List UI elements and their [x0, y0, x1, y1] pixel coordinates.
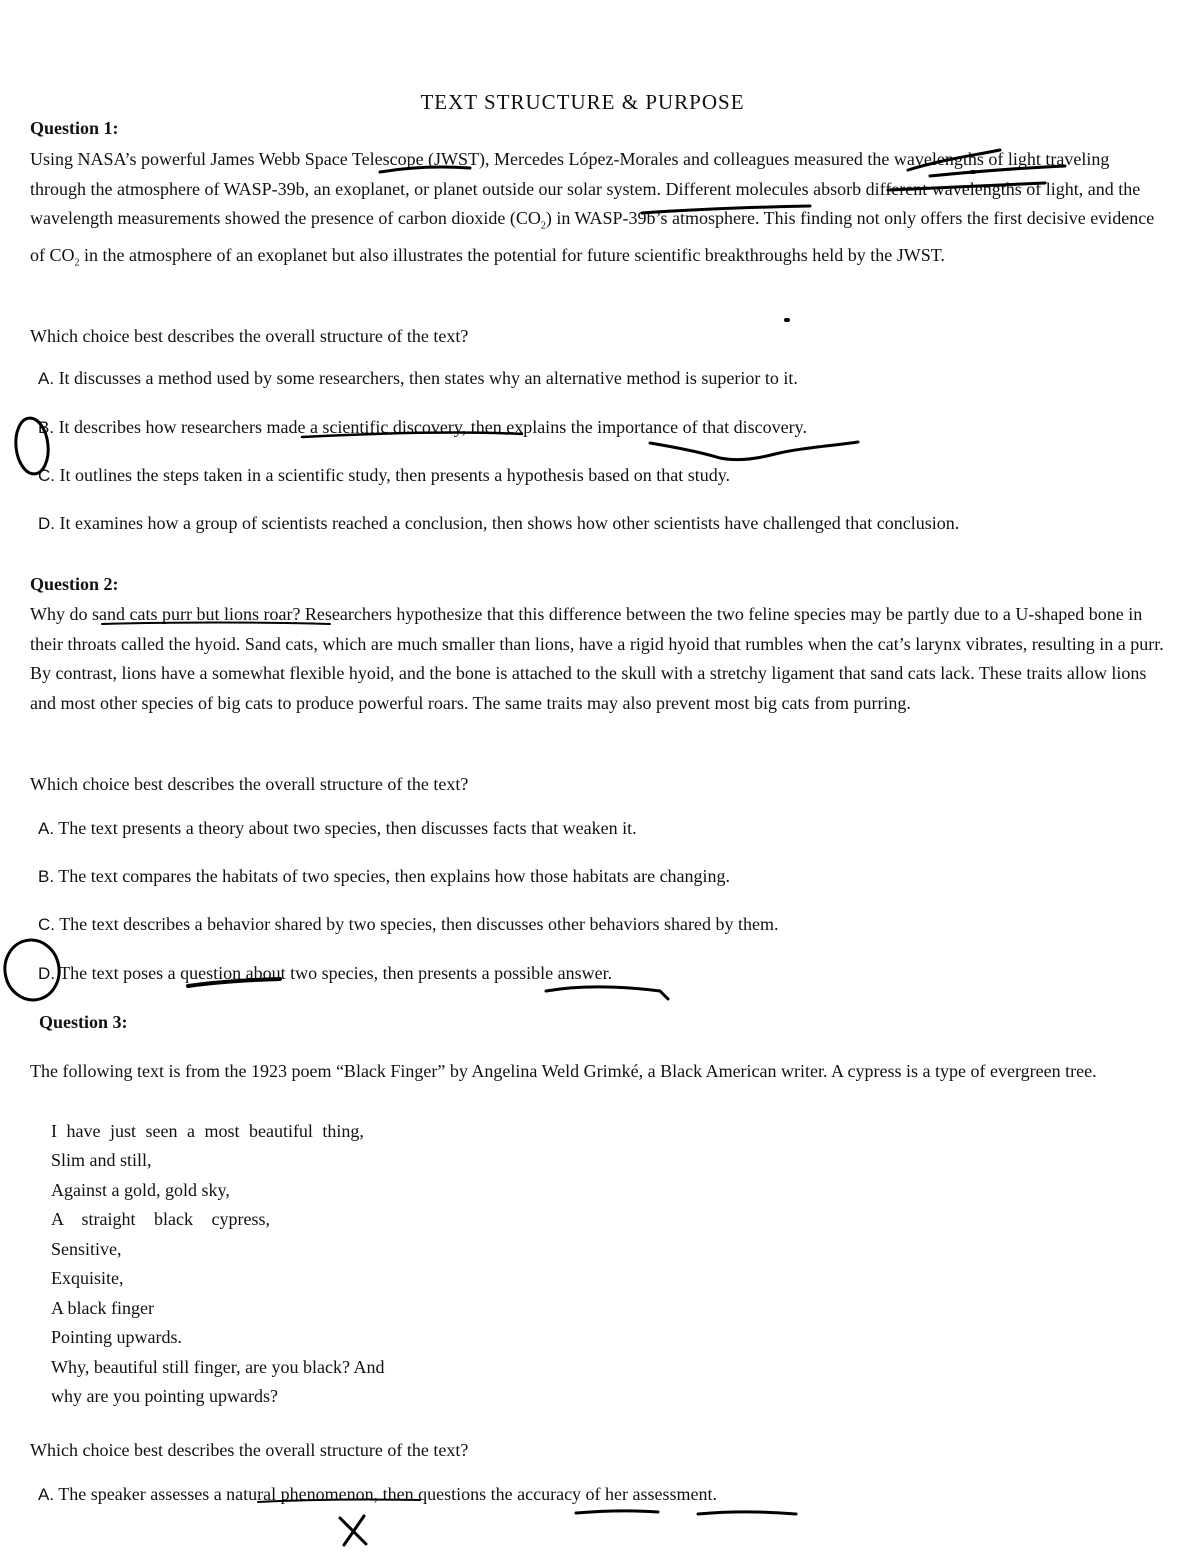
q1-option-c[interactable]: [38, 465, 730, 486]
question-3-passage: The following text is from the 1923 poem “Black Finger” by Angelina Weld Grimké, a Black American writer. A cypress is a type of evergreen tree.: [30, 1061, 1097, 1081]
poem-line: A black finger: [51, 1298, 154, 1318]
q2-option-b[interactable]: [38, 866, 730, 887]
question-2-passage: Why do sand cats purr but lions roar? Researchers hypothesize that this difference between the two feline species may be partly due to a U-shaped bone in their throats called the hyoid. Sand cats, which are much smaller than lions, have a rigid hyoid that rumbles when the cat’s larynx vibrates, resulting in a purr. By contrast, lions have a somewhat flexible hyoid, and the bone is attached to the skull with a stretchy ligament that sand cats lack. These traits allow lions and most other species of big cats to produce powerful roars. The same traits may also prevent most big cats from purring.: [30, 604, 1164, 713]
poem-line: Why, beautiful still finger, are you black? And: [51, 1357, 385, 1377]
q2-option-d[interactable]: [38, 963, 612, 984]
q1-option-a[interactable]: [38, 368, 798, 389]
q2-option-a[interactable]: [38, 818, 637, 839]
q2-option-c-letter: C.: [38, 915, 55, 934]
ink-underline: [576, 1511, 658, 1513]
q2-option-b-text: The text compares the habitats of two species, then explains how those habitats are changing.: [58, 866, 731, 886]
poem-line: I have just seen a most beautiful thing,: [51, 1121, 364, 1141]
q1-option-d-letter: D.: [38, 514, 55, 533]
q1-passage-part2: ) in WASP-39b’s atmosphere. This finding not only offers the first decisive evidence of CO: [30, 208, 1155, 266]
q2-option-a-letter: A.: [38, 819, 55, 838]
question-3-heading: Question 3:: [39, 1012, 128, 1032]
q1-passage-part1: Using NASA’s powerful James Webb Space Telescope (JWST), Mercedes López-Morales and colleagues measured the wavelengths of light traveling through the atmosphere of WASP-39b, an exoplanet, or planet outside our solar system. Different molecules absorb different wavelengths of light, and the wavelength measurements showed the presence of carbon dioxide (CO: [30, 149, 1141, 229]
poem-line: Sensitive,: [51, 1239, 122, 1259]
question-2-prompt: Which choice best describes the overall structure of the text?: [30, 774, 469, 794]
question-1-prompt: Which choice best describes the overall structure of the text?: [30, 326, 469, 346]
q1-option-c-text: It outlines the steps taken in a scientific study, then presents a hypothesis based on that study.: [59, 465, 731, 485]
poem-line: A straight black cypress,: [51, 1209, 270, 1229]
q3-option-a-letter: A.: [38, 1485, 55, 1504]
q3-option-a-text: The speaker assesses a natural phenomenon, then questions the accuracy of her assessment.: [58, 1484, 718, 1504]
ink-x-mark: [344, 1516, 364, 1545]
question-2-heading: Question 2:: [30, 574, 119, 594]
ink-underline: [650, 442, 858, 460]
q1-option-d[interactable]: [38, 513, 959, 534]
q1-passage-part3: in the atmosphere of an exoplanet but also illustrates the potential for future scientific breakthroughs held by the JWST.: [79, 245, 945, 266]
ink-underline: [546, 987, 668, 999]
poem-line: Pointing upwards.: [51, 1327, 183, 1347]
question-3-prompt: Which choice best describes the overall structure of the text?: [30, 1440, 469, 1460]
q2-option-a-text: The text presents a theory about two species, then discusses facts that weaken it.: [58, 818, 637, 838]
q1-option-b-text: It describes how researchers made a scientific discovery, then explains the importance of that discovery.: [58, 417, 807, 437]
q1-option-d-text: It examines how a group of scientists reached a conclusion, then shows how other scientists have challenged that conclusion.: [59, 513, 960, 533]
q1-option-a-letter: A.: [38, 369, 55, 388]
ink-x-mark: [340, 1518, 366, 1544]
q1-option-a-text: It discusses a method used by some researchers, then states why an alternative method is superior to it.: [58, 368, 798, 388]
ink-underline: [698, 1512, 796, 1514]
q1-option-b[interactable]: [38, 417, 807, 438]
q1-subscript-1: 2: [540, 220, 546, 232]
poem-line: Against a gold, gold sky,: [51, 1180, 230, 1200]
q1-option-b-letter: B.: [38, 418, 55, 437]
question-1-heading: Question 1:: [30, 118, 119, 138]
q1-subscript-2: 2: [74, 257, 80, 269]
poem-line: Exquisite,: [51, 1268, 124, 1288]
q2-option-d-text: The text poses a question about two species, then presents a possible answer.: [59, 963, 613, 983]
q2-option-d-letter: D.: [38, 964, 55, 983]
q3-option-a[interactable]: [38, 1484, 717, 1505]
q2-option-c-text: The text describes a behavior shared by two species, then discusses other behaviors shared by them.: [59, 914, 779, 934]
poem-line: Slim and still,: [51, 1150, 152, 1170]
page-title: TEXT STRUCTURE & PURPOSE: [420, 90, 745, 114]
q2-option-b-letter: B.: [38, 867, 55, 886]
q1-option-c-letter: C.: [38, 466, 55, 485]
q2-option-c[interactable]: [38, 914, 778, 935]
question-1-passage: [30, 145, 1165, 279]
poem-line: why are you pointing upwards?: [51, 1386, 278, 1406]
